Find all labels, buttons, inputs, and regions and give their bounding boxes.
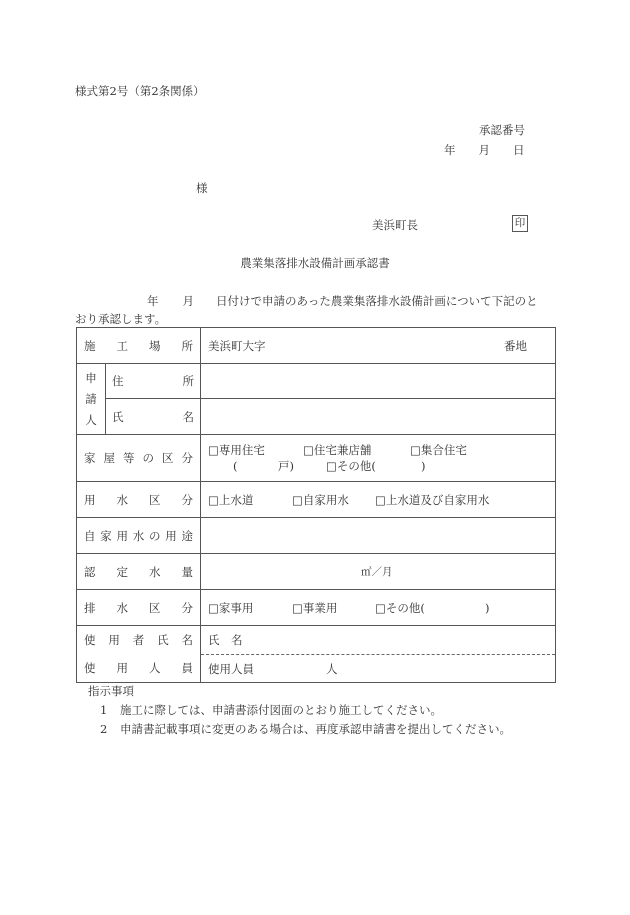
body-year: 年 [147, 294, 159, 308]
field-drainage-type [201, 590, 556, 626]
addressee-suffix: 様 [196, 181, 208, 195]
document-title: 農業集落排水設備計画承認書 [240, 256, 390, 270]
instruction-number: 2 [100, 722, 108, 736]
body-month: 月 [182, 294, 194, 308]
body-line-2: おり承認します。 [75, 312, 167, 326]
approval-form-table [76, 327, 556, 683]
checkbox-drainage-other[interactable]: □その他( [375, 600, 425, 615]
label-building-type: 家屋等の区分 [77, 435, 201, 482]
field-construction-site[interactable] [201, 328, 556, 364]
instruction-number: 1 [100, 703, 108, 717]
user-count-label: 使用人員 [208, 661, 254, 676]
checkbox-tap-and-private-water[interactable]: □上水道及び自家用水 [375, 492, 490, 507]
field-certified-volume[interactable] [201, 554, 556, 590]
field-applicant-address[interactable] [201, 364, 556, 399]
checkbox-house-with-shop[interactable]: □住宅兼店舗 [303, 443, 372, 457]
checkbox-apartment[interactable]: □集合住宅 [410, 443, 467, 457]
row-construction-site [77, 328, 556, 364]
checkbox-business[interactable]: □事業用 [292, 600, 338, 615]
instruction-item [100, 702, 442, 718]
site-suffix: 番地 [504, 338, 527, 353]
checkbox-dedicated-house[interactable]: □専用住宅 [208, 443, 265, 457]
seal-mark: 印 [512, 215, 528, 232]
date-year: 年 [444, 143, 456, 157]
checkbox-tap-water[interactable]: □上水道 [208, 492, 254, 507]
form-number: 様式第2号（第2条関係） [75, 84, 205, 98]
body-line-1 [147, 293, 538, 309]
checkbox-building-other[interactable]: □その他( [326, 459, 376, 473]
user-count-unit: 人 [326, 661, 338, 676]
approval-number-label: 承認番号 [479, 123, 525, 137]
label-applicant: 申請人 [77, 364, 106, 435]
row-applicant-name [77, 399, 556, 435]
label-certified-volume: 認定水量 [77, 554, 201, 590]
issuer-name: 美浜町長 [372, 218, 418, 232]
field-water-source [201, 482, 556, 518]
instruction-text: 施工に際しては、申請書添付図面のとおり施工してください。 [120, 703, 442, 717]
units-open: ( [233, 459, 238, 473]
date-month: 月 [478, 143, 490, 157]
row-private-water-use [77, 518, 556, 554]
user-name-label: 氏 名 [208, 633, 243, 647]
field-user-count[interactable] [201, 655, 556, 683]
label-name: 氏名 [106, 399, 201, 435]
site-prefix: 美浜町大字 [208, 338, 266, 353]
row-applicant-address [77, 364, 556, 399]
row-drainage-type [77, 590, 556, 626]
label-address: 住所 [106, 364, 201, 399]
label-private-water-use: 自家用水の用途 [77, 518, 201, 554]
building-other-close: ) [421, 459, 426, 473]
row-certified-volume [77, 554, 556, 590]
field-applicant-name[interactable] [201, 399, 556, 435]
row-user-name [77, 626, 556, 655]
row-building-type [77, 435, 556, 482]
date-day: 日 [513, 143, 525, 157]
units-close: 戸) [278, 459, 294, 473]
row-water-source [77, 482, 556, 518]
issue-date [444, 142, 525, 158]
checkbox-private-water[interactable]: □自家用水 [292, 492, 349, 507]
instruction-item [100, 721, 511, 737]
volume-unit: ㎥／月 [361, 566, 393, 578]
label-water-source: 用水区分 [77, 482, 201, 518]
label-construction-site: 施工場所 [77, 328, 201, 364]
instruction-text: 申請書記載事項に変更のある場合は、再度承認申請書を提出してください。 [120, 722, 511, 736]
field-building-type [201, 435, 556, 482]
drainage-other-close: ) [485, 600, 490, 615]
body-text-1: 日付けで申請のあった農業集落排水設備計画について下記のと [216, 294, 538, 308]
label-user-name: 使用者氏名 [77, 626, 201, 655]
row-user-count [77, 655, 556, 683]
instructions-title: 指示事項 [88, 684, 134, 698]
label-drainage-type: 排水区分 [77, 590, 201, 626]
field-private-water-use[interactable] [201, 518, 556, 554]
label-user-count: 使用人員 [77, 655, 201, 683]
field-user-name[interactable] [201, 626, 556, 655]
checkbox-household[interactable]: □家事用 [208, 600, 254, 615]
